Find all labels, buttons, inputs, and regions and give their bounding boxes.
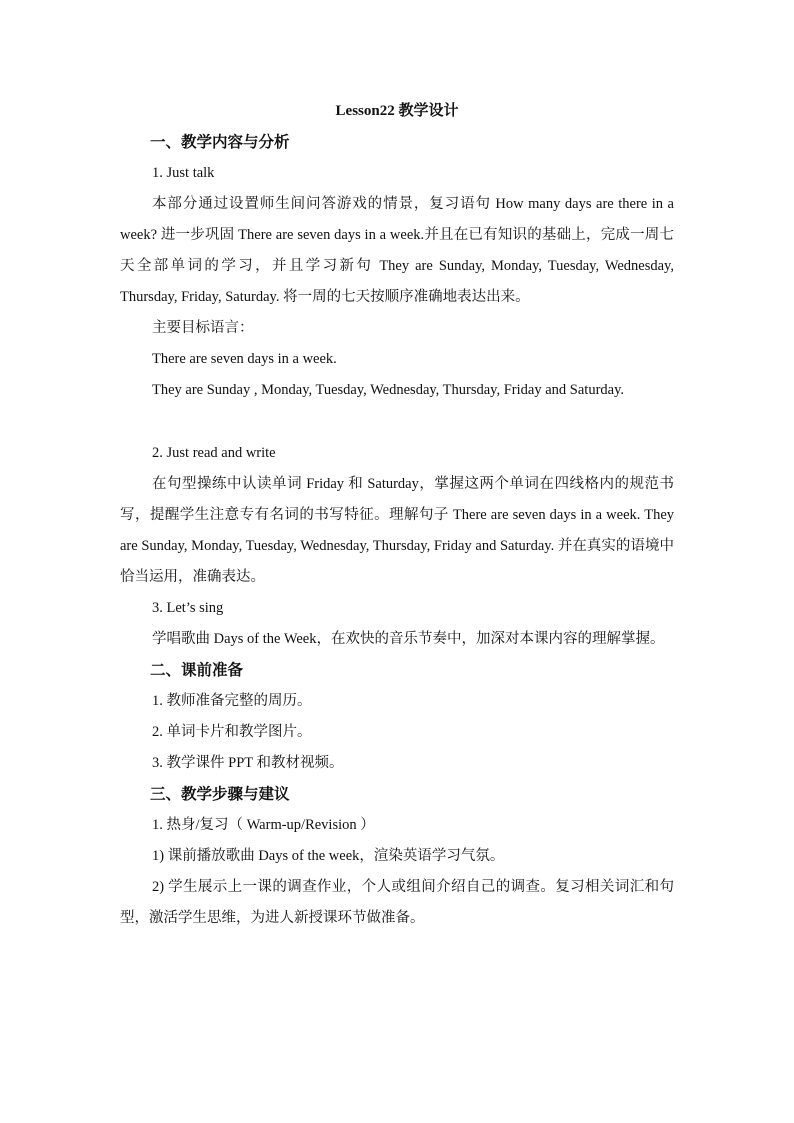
- document-page: [120, 96, 674, 934]
- step-title-warm-up: 1. 热身/复习（ Warm-up/Revision ）: [152, 817, 375, 833]
- target-sentence-1: There are seven days in a week.: [152, 351, 337, 367]
- step-item-1: 1) 课前播放歌曲 Days of the week，渲染英语学习气氛。: [152, 848, 505, 864]
- paragraph-read-and-write: 在句型操练中认读单词 Friday 和 Saturday，掌握这两个单词在四线格内的规范书写，提醒学生注意专有名词的书写特征。理解句子 There are seven days in a week. They are Sunday, Monday, Tuesday, Wednesday, Thursday, Friday and Saturday. 并在真实的语境中恰当运用，准确表达。: [120, 476, 674, 585]
- section-heading-content-analysis: 一、教学内容与分析: [150, 134, 290, 151]
- target-sentence-2: They are Sunday , Monday, Tuesday, Wednesday, Thursday, Friday and Saturday.: [152, 382, 625, 398]
- section-heading-preparation: 二、课前准备: [150, 662, 244, 679]
- target-language-label: 主要目标语言：: [152, 320, 254, 336]
- document-title: Lesson22 教学设计: [335, 103, 459, 119]
- section-heading-teaching-steps: 三、教学步骤与建议: [150, 786, 290, 803]
- preparation-item-3: 3. 教学课件 PPT 和教材视频。: [152, 755, 344, 771]
- step-item-2: 2) 学生展示上一课的调查作业，个人或组间介绍自己的调查。复习相关词汇和句型，激活学生思维，为进人新授课环节做准备。: [120, 879, 674, 926]
- part-title-just-talk: 1. Just talk: [152, 165, 215, 181]
- paragraph-just-talk: 本部分通过设置师生间问答游戏的情景，复习语句 How many days are there in a week? 进一步巩固 There are seven days in a week.并且在已有知识的基础上，完成一周七天全部单词的学习，并且学习新句 They are Sunday, Monday, Tuesday, Wednesday, Thursday, Friday, Saturday. 将一周的七天按顺序准确地表达出来。: [120, 196, 674, 305]
- preparation-item-2: 2. 单词卡片和教学图片。: [152, 724, 312, 740]
- part-title-read-and-write: 2. Just read and write: [152, 445, 276, 461]
- paragraph-lets-sing: 学唱歌曲 Days of the Week，在欢快的音乐节奏中，加深对本课内容的理解掌握。: [152, 631, 665, 647]
- preparation-item-1: 1. 教师准备完整的周历。: [152, 693, 312, 709]
- part-title-lets-sing: 3. Let’s sing: [152, 600, 224, 616]
- blank-line: [120, 406, 674, 438]
